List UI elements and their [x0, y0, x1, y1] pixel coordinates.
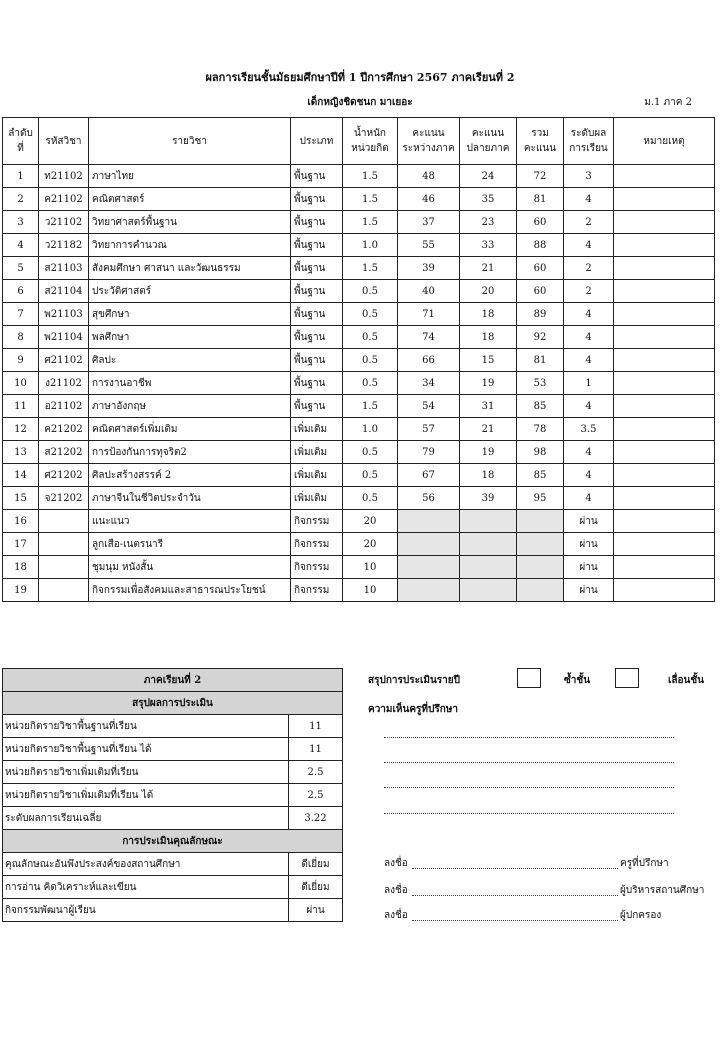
row-number: 15	[3, 487, 39, 510]
summary-row	[3, 738, 343, 761]
row-number: 14	[3, 464, 39, 487]
midterm-score: 48	[398, 165, 460, 188]
grade-value: 4	[564, 487, 614, 510]
row-number: 3	[3, 211, 39, 234]
midterm-score	[398, 533, 460, 556]
midterm-score	[398, 579, 460, 602]
subject-name: ภาษาอังกฤษ	[89, 395, 291, 418]
grade-value: 4	[564, 326, 614, 349]
final-score	[460, 556, 517, 579]
total-score	[517, 556, 564, 579]
guardian-signature-line[interactable]	[412, 920, 618, 921]
table-row	[3, 280, 715, 303]
subject-code	[39, 510, 89, 533]
table-row	[3, 556, 715, 579]
table-row	[3, 211, 715, 234]
total-score: 95	[517, 487, 564, 510]
midterm-score: 79	[398, 441, 460, 464]
summary-row	[3, 876, 343, 899]
credit-value: 10	[343, 579, 398, 602]
subject-name: ชุมนุม หนังสั้น	[89, 556, 291, 579]
table-row	[3, 579, 715, 602]
total-score: 81	[517, 188, 564, 211]
total-score: 85	[517, 464, 564, 487]
sign-prefix: ลงชื่อ	[384, 858, 408, 869]
remark	[614, 418, 715, 441]
total-score: 92	[517, 326, 564, 349]
subject-type: กิจกรรม	[291, 556, 343, 579]
summary-label: ระดับผลการเรียนเฉลี่ย	[3, 807, 289, 830]
credit-value: 10	[343, 556, 398, 579]
remark	[614, 487, 715, 510]
header-total: รวม คะแนน	[517, 118, 564, 165]
final-score: 18	[460, 326, 517, 349]
grades-table	[2, 117, 715, 602]
grade-value: 3	[564, 165, 614, 188]
remark	[614, 395, 715, 418]
row-number: 19	[3, 579, 39, 602]
grade-value: 4	[564, 349, 614, 372]
promote-label: เลื่อนชั้น	[668, 675, 705, 686]
credit-value: 1.5	[343, 188, 398, 211]
midterm-score: 37	[398, 211, 460, 234]
final-score: 21	[460, 418, 517, 441]
annual-summary-title: สรุปการประเมินรายปี	[368, 675, 460, 686]
row-number: 8	[3, 326, 39, 349]
total-score: 88	[517, 234, 564, 257]
table-row	[3, 372, 715, 395]
total-score: 53	[517, 372, 564, 395]
row-number: 9	[3, 349, 39, 372]
director-signature-line[interactable]	[412, 895, 618, 896]
subject-type: พื้นฐาน	[291, 211, 343, 234]
final-score: 18	[460, 464, 517, 487]
total-score	[517, 579, 564, 602]
grade-value: 4	[564, 441, 614, 464]
midterm-score: 46	[398, 188, 460, 211]
total-score: 78	[517, 418, 564, 441]
summary-row	[3, 853, 343, 876]
class-term: ม.1 ภาค 2	[644, 97, 692, 108]
report-title: ผลการเรียนชั้นมัธยมศึกษาปีที่ 1 ปีการศึกษา 2567 ภาคเรียนที่ 2	[205, 71, 515, 84]
final-score: 19	[460, 372, 517, 395]
row-number: 11	[3, 395, 39, 418]
midterm-score: 34	[398, 372, 460, 395]
table-row	[3, 188, 715, 211]
credit-value: 20	[343, 510, 398, 533]
remark	[614, 211, 715, 234]
credit-value: 0.5	[343, 372, 398, 395]
subject-type: พื้นฐาน	[291, 234, 343, 257]
advisor-signature-line[interactable]	[412, 868, 618, 869]
table-row	[3, 395, 715, 418]
subject-type: พื้นฐาน	[291, 349, 343, 372]
subject-name: สุขศึกษา	[89, 303, 291, 326]
summary-row	[3, 784, 343, 807]
credit-value: 1.0	[343, 234, 398, 257]
credit-value: 0.5	[343, 326, 398, 349]
sign-prefix: ลงชื่อ	[384, 885, 408, 896]
header-midterm: คะแนน ระหว่างภาค	[398, 118, 460, 165]
table-row	[3, 533, 715, 556]
table-row	[3, 234, 715, 257]
subject-type: พื้นฐาน	[291, 372, 343, 395]
remark	[614, 303, 715, 326]
subject-type: พื้นฐาน	[291, 395, 343, 418]
midterm-score: 39	[398, 257, 460, 280]
quality-header: การประเมินคุณลักษณะ	[3, 830, 343, 853]
summary-value: 2.5	[289, 784, 343, 807]
remark	[614, 257, 715, 280]
table-row	[3, 441, 715, 464]
subject-type: พื้นฐาน	[291, 303, 343, 326]
subject-code	[39, 533, 89, 556]
guardian-role: ผู้ปกครอง	[620, 910, 662, 921]
grade-value: ผ่าน	[564, 579, 614, 602]
summary-value: ผ่าน	[289, 899, 343, 922]
credit-value: 1.5	[343, 257, 398, 280]
subject-code: ว21182	[39, 234, 89, 257]
midterm-score: 67	[398, 464, 460, 487]
subject-name: วิทยาการคำนวณ	[89, 234, 291, 257]
midterm-score	[398, 510, 460, 533]
subject-name: ศิลปะสร้างสรรค์ 2	[89, 464, 291, 487]
table-row	[3, 418, 715, 441]
credit-value: 1.5	[343, 211, 398, 234]
grade-value: 4	[564, 188, 614, 211]
total-score: 72	[517, 165, 564, 188]
subject-name: แนะแนว	[89, 510, 291, 533]
final-score: 21	[460, 257, 517, 280]
summary-value: ดีเยี่ยม	[289, 853, 343, 876]
summary-label: การอ่าน คิดวิเคราะห์และเขียน	[3, 876, 289, 899]
sign-prefix: ลงชื่อ	[384, 910, 408, 921]
summary-label: หน่วยกิตรายวิชาเพิ่มเติมที่เรียน	[3, 761, 289, 784]
subject-code: ส21202	[39, 441, 89, 464]
grades-header-row	[3, 118, 715, 165]
row-number: 5	[3, 257, 39, 280]
header-type: ประเภท	[291, 118, 343, 165]
final-score: 18	[460, 303, 517, 326]
comment-line[interactable]	[384, 762, 674, 763]
row-number: 2	[3, 188, 39, 211]
subject-type: เพิ่มเติม	[291, 487, 343, 510]
subject-type: พื้นฐาน	[291, 257, 343, 280]
total-score: 60	[517, 280, 564, 303]
row-number: 12	[3, 418, 39, 441]
remark	[614, 441, 715, 464]
summary-value: ดีเยี่ยม	[289, 876, 343, 899]
subject-type: พื้นฐาน	[291, 326, 343, 349]
summary-label: กิจกรรมพัฒนาผู้เรียน	[3, 899, 289, 922]
summary-label: หน่วยกิตรายวิชาพื้นฐานที่เรียน	[3, 715, 289, 738]
table-row	[3, 510, 715, 533]
row-number: 1	[3, 165, 39, 188]
remark	[614, 510, 715, 533]
subject-name: การงานอาชีพ	[89, 372, 291, 395]
summary-row	[3, 715, 343, 738]
credit-value: 1.5	[343, 165, 398, 188]
credit-value: 1.5	[343, 395, 398, 418]
subject-name: ประวัติศาสตร์	[89, 280, 291, 303]
subject-code: จ21202	[39, 487, 89, 510]
midterm-score: 71	[398, 303, 460, 326]
table-row	[3, 303, 715, 326]
midterm-score: 74	[398, 326, 460, 349]
subject-code	[39, 556, 89, 579]
header-code: รหัสวิชา	[39, 118, 89, 165]
remark	[614, 165, 715, 188]
grade-value: ผ่าน	[564, 533, 614, 556]
total-score: 85	[517, 395, 564, 418]
summary-row	[3, 807, 343, 830]
total-score: 89	[517, 303, 564, 326]
advisor-role: ครูที่ปรึกษา	[620, 858, 669, 869]
credit-value: 0.5	[343, 280, 398, 303]
summary-label: หน่วยกิตรายวิชาพื้นฐานที่เรียน ได้	[3, 738, 289, 761]
subject-name: กิจกรรมเพื่อสังคมและสาธารณประโยชน์	[89, 579, 291, 602]
subject-name: ภาษาจีนในชีวิตประจำวัน	[89, 487, 291, 510]
summary-table	[2, 668, 343, 922]
grade-value: 4	[564, 234, 614, 257]
credit-value: 0.5	[343, 441, 398, 464]
grade-value: 4	[564, 303, 614, 326]
subject-code	[39, 579, 89, 602]
midterm-score: 57	[398, 418, 460, 441]
advisor-comment-label: ความเห็นครูที่ปรึกษา	[368, 704, 458, 715]
final-score: 33	[460, 234, 517, 257]
subject-name: สังคมศึกษา ศาสนา และวัฒนธรรม	[89, 257, 291, 280]
director-role: ผู้บริหารสถานศึกษา	[620, 885, 705, 896]
final-score	[460, 510, 517, 533]
comment-line[interactable]	[384, 787, 674, 788]
subject-name: คณิตศาสตร์เพิ่มเติม	[89, 418, 291, 441]
grade-value: ผ่าน	[564, 556, 614, 579]
repeat-checkbox[interactable]	[517, 668, 541, 688]
final-score: 19	[460, 441, 517, 464]
table-row	[3, 487, 715, 510]
comment-line[interactable]	[384, 737, 674, 738]
credit-value: 20	[343, 533, 398, 556]
row-number: 18	[3, 556, 39, 579]
midterm-score: 54	[398, 395, 460, 418]
total-score: 98	[517, 441, 564, 464]
summary-term-header: ภาคเรียนที่ 2	[3, 669, 343, 692]
summary-value: 3.22	[289, 807, 343, 830]
credit-value: 0.5	[343, 464, 398, 487]
row-number: 4	[3, 234, 39, 257]
remark	[614, 579, 715, 602]
final-score: 24	[460, 165, 517, 188]
final-score	[460, 579, 517, 602]
subject-name: การป้องกันการทุจริต2	[89, 441, 291, 464]
subject-name: คณิตศาสตร์	[89, 188, 291, 211]
credit-value: 0.5	[343, 349, 398, 372]
student-name: เด็กหญิงชิดชนก มาเยอะ	[307, 97, 413, 108]
summary-label: หน่วยกิตรายวิชาเพิ่มเติมที่เรียน ได้	[3, 784, 289, 807]
final-score: 20	[460, 280, 517, 303]
remark	[614, 349, 715, 372]
subject-name: ลูกเสือ-เนตรนารี	[89, 533, 291, 556]
grade-value: ผ่าน	[564, 510, 614, 533]
grade-value: 2	[564, 280, 614, 303]
summary-value: 11	[289, 738, 343, 761]
grade-value: 4	[564, 464, 614, 487]
total-score	[517, 510, 564, 533]
row-number: 6	[3, 280, 39, 303]
subject-type: พื้นฐาน	[291, 188, 343, 211]
subject-code: ท21102	[39, 165, 89, 188]
subject-code: ส21103	[39, 257, 89, 280]
header-final: คะแนน ปลายภาค	[460, 118, 517, 165]
subject-name: พลศึกษา	[89, 326, 291, 349]
grade-value: 2	[564, 211, 614, 234]
summary-result-header: สรุปผลการประเมิน	[3, 692, 343, 715]
grade-value: 1	[564, 372, 614, 395]
remark	[614, 234, 715, 257]
subject-type: กิจกรรม	[291, 533, 343, 556]
subject-code: ว21102	[39, 211, 89, 234]
header-grade: ระดับผล การเรียน	[564, 118, 614, 165]
remark	[614, 326, 715, 349]
header-remark: หมายเหตุ	[614, 118, 715, 165]
subject-type: พื้นฐาน	[291, 280, 343, 303]
summary-value: 2.5	[289, 761, 343, 784]
table-row	[3, 165, 715, 188]
remark	[614, 556, 715, 579]
subject-code: อ21102	[39, 395, 89, 418]
subject-code: พ21103	[39, 303, 89, 326]
remark	[614, 188, 715, 211]
midterm-score: 40	[398, 280, 460, 303]
total-score: 60	[517, 211, 564, 234]
subject-code: ส21104	[39, 280, 89, 303]
subject-type: พื้นฐาน	[291, 165, 343, 188]
subject-name: วิทยาศาสตร์พื้นฐาน	[89, 211, 291, 234]
credit-value: 0.5	[343, 303, 398, 326]
final-score: 35	[460, 188, 517, 211]
subject-name: ศิลปะ	[89, 349, 291, 372]
table-row	[3, 349, 715, 372]
subject-code: ค21102	[39, 188, 89, 211]
grade-value: 3.5	[564, 418, 614, 441]
promote-checkbox[interactable]	[615, 668, 639, 688]
remark	[614, 464, 715, 487]
final-score	[460, 533, 517, 556]
table-row	[3, 257, 715, 280]
final-score: 15	[460, 349, 517, 372]
credit-value: 0.5	[343, 487, 398, 510]
subject-code: ศ21202	[39, 464, 89, 487]
header-subject: รายวิชา	[89, 118, 291, 165]
summary-row	[3, 761, 343, 784]
subject-code: ง21102	[39, 372, 89, 395]
midterm-score: 56	[398, 487, 460, 510]
final-score: 23	[460, 211, 517, 234]
total-score	[517, 533, 564, 556]
midterm-score: 55	[398, 234, 460, 257]
grade-value: 4	[564, 395, 614, 418]
comment-line[interactable]	[384, 813, 674, 814]
summary-row	[3, 899, 343, 922]
table-row	[3, 464, 715, 487]
total-score: 60	[517, 257, 564, 280]
remark	[614, 533, 715, 556]
subject-code: ค21202	[39, 418, 89, 441]
credit-value: 1.0	[343, 418, 398, 441]
subject-code: พ21104	[39, 326, 89, 349]
midterm-score	[398, 556, 460, 579]
table-row	[3, 326, 715, 349]
row-number: 7	[3, 303, 39, 326]
header-credit: น้ำหนัก หน่วยกิต	[343, 118, 398, 165]
row-number: 17	[3, 533, 39, 556]
subject-type: กิจกรรม	[291, 579, 343, 602]
subject-type: เพิ่มเติม	[291, 464, 343, 487]
subject-type: กิจกรรม	[291, 510, 343, 533]
final-score: 31	[460, 395, 517, 418]
subject-type: เพิ่มเติม	[291, 418, 343, 441]
remark	[614, 372, 715, 395]
row-number: 13	[3, 441, 39, 464]
summary-value: 11	[289, 715, 343, 738]
midterm-score: 66	[398, 349, 460, 372]
repeat-label: ซ้ำชั้น	[564, 675, 591, 686]
subject-name: ภาษาไทย	[89, 165, 291, 188]
row-number: 16	[3, 510, 39, 533]
header-no: ลำดับ ที่	[3, 118, 39, 165]
remark	[614, 280, 715, 303]
row-number: 10	[3, 372, 39, 395]
summary-label: คุณลักษณะอันพึงประสงค์ของสถานศึกษา	[3, 853, 289, 876]
total-score: 81	[517, 349, 564, 372]
grade-value: 2	[564, 257, 614, 280]
final-score: 39	[460, 487, 517, 510]
subject-type: เพิ่มเติม	[291, 441, 343, 464]
subject-code: ศ21102	[39, 349, 89, 372]
